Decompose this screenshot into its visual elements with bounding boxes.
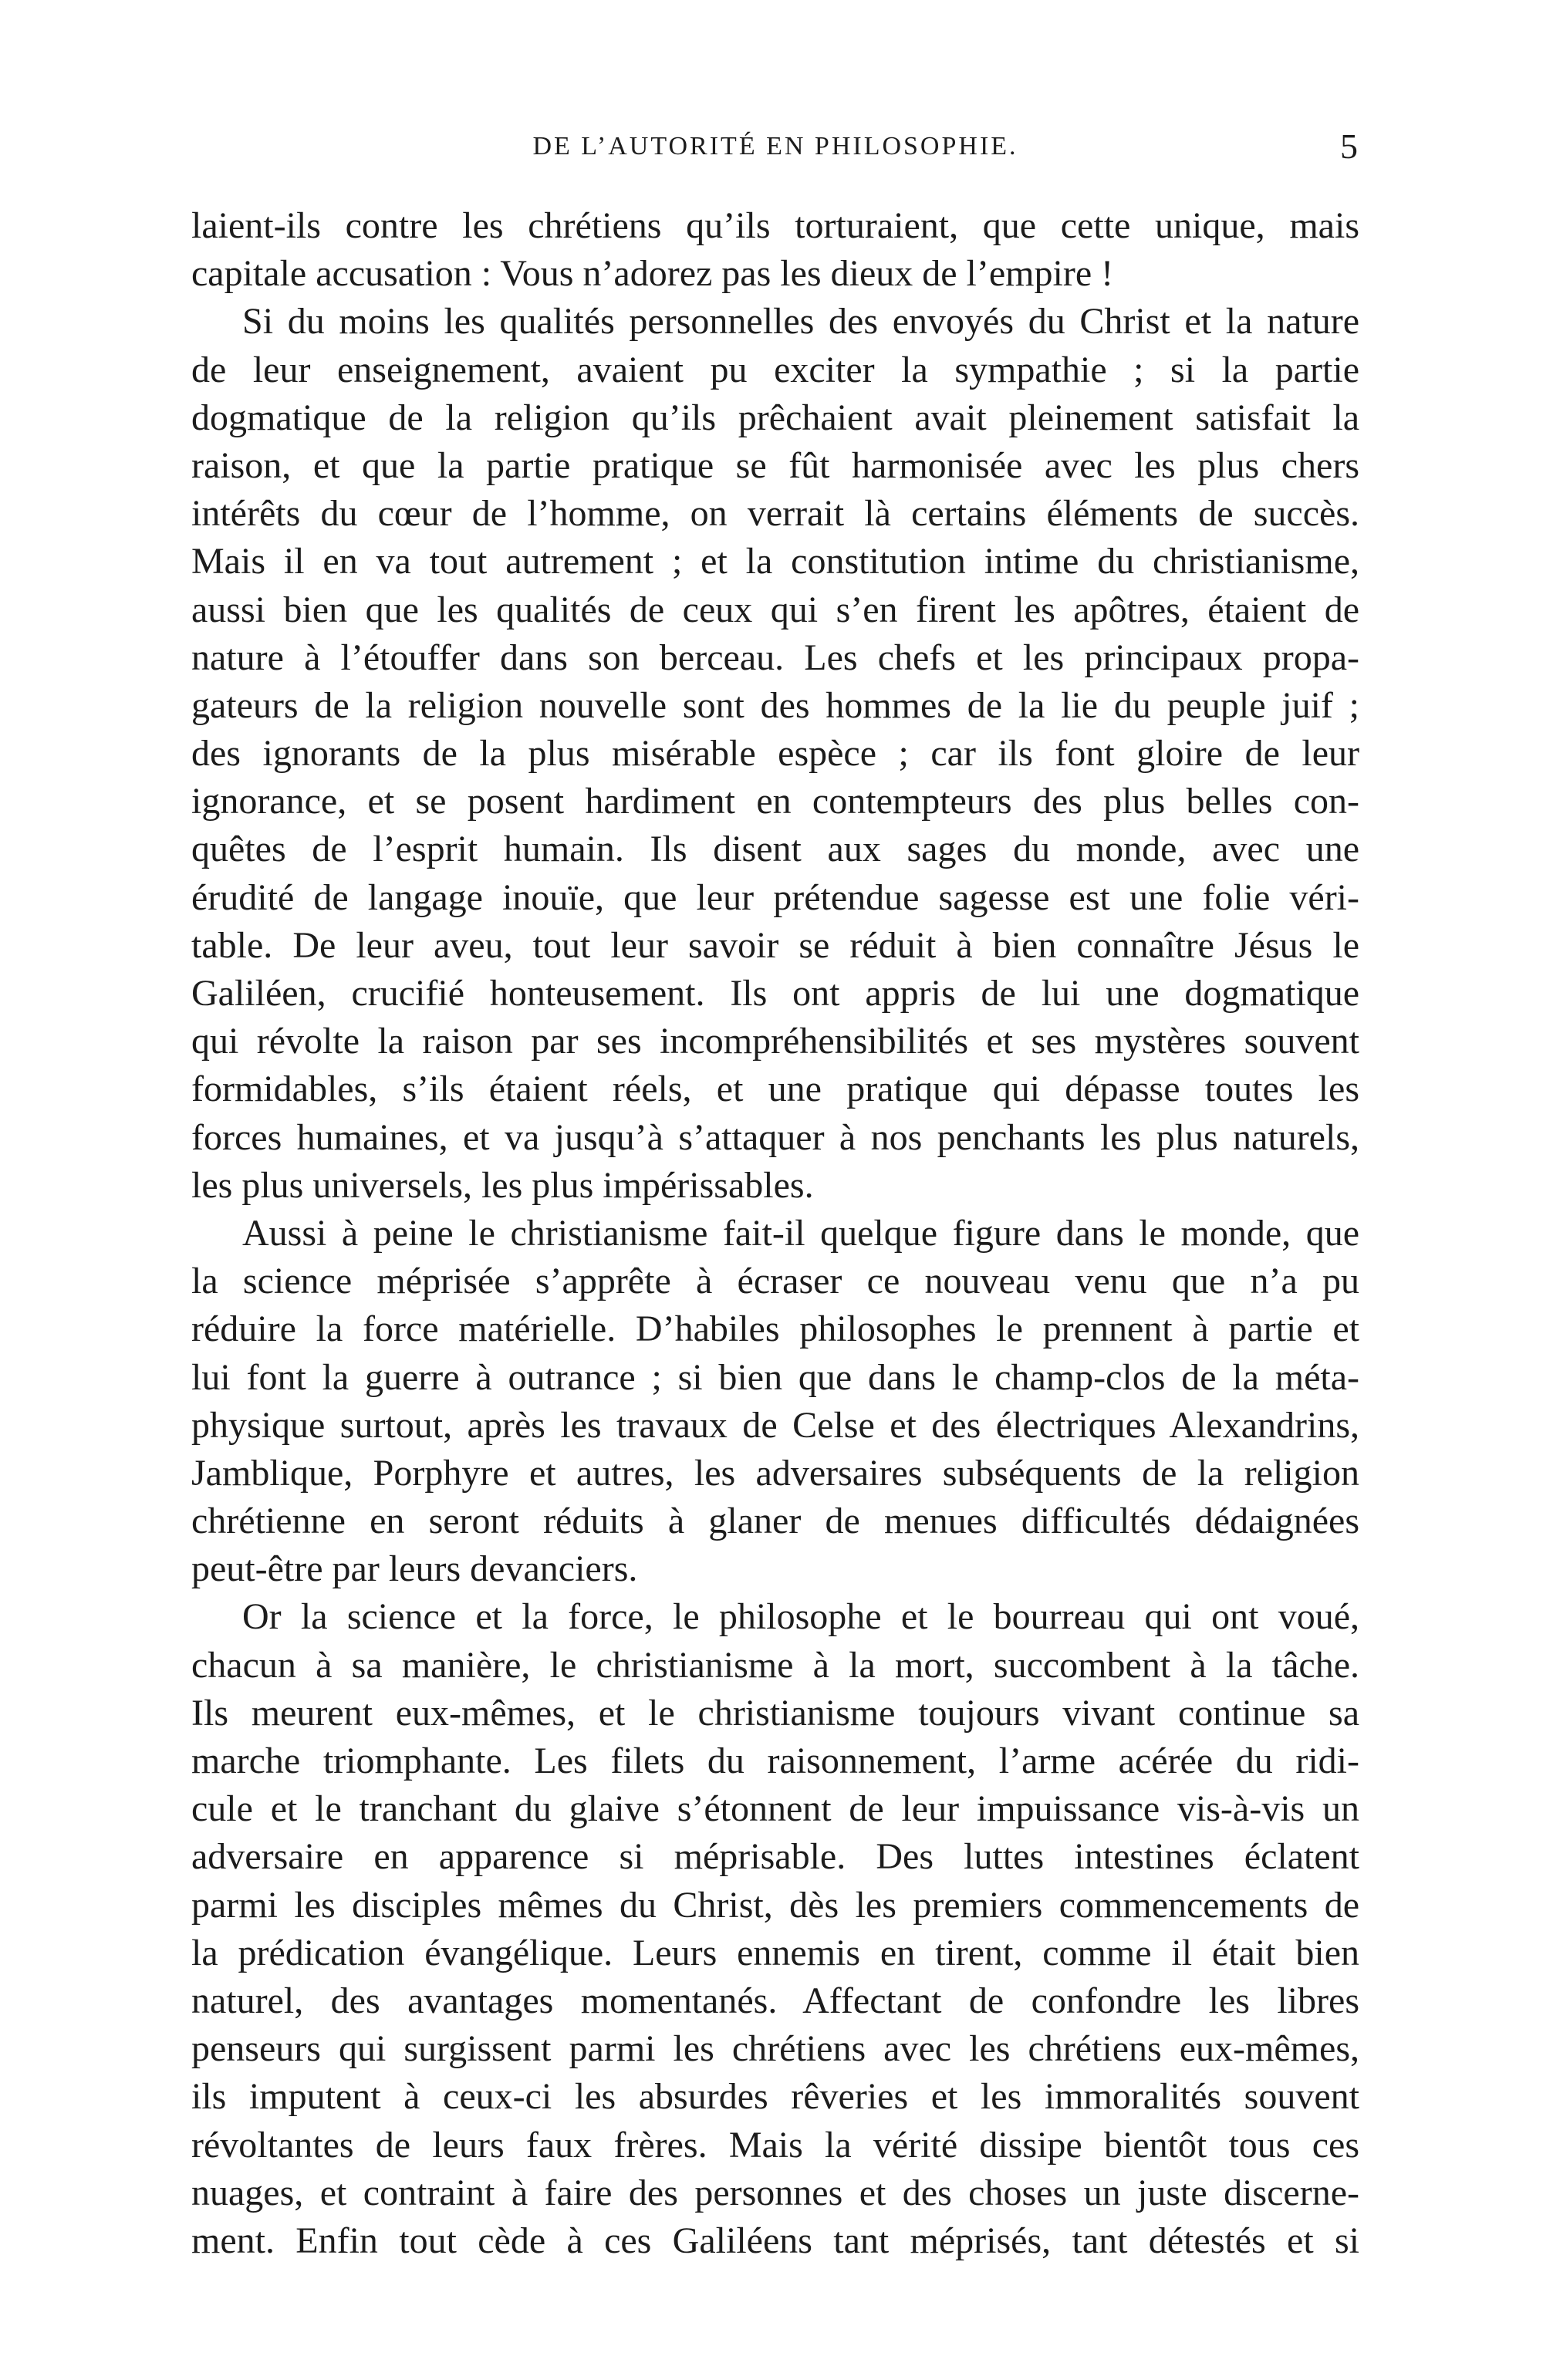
text-line: ment. Enfin tout cède à ces Galiléens tant méprisés, tant détestés et si: [191, 2220, 1359, 2261]
text-line: aussi bien que les qualités de ceux qui s’en firent les apôtres, étaient de: [191, 589, 1359, 630]
running-head: [193, 123, 1358, 170]
text-line: érudité de langage inouïe, que leur prétendue sagesse est une folie véri-: [191, 876, 1359, 918]
text-line: chacun à sa manière, le christianisme à la mort, succombent à la tâche.: [191, 1644, 1359, 1686]
text-line: des ignorants de la plus misérable espèce ; car ils font gloire de leur: [191, 733, 1359, 775]
running-title: DE L’AUTORITÉ EN PHILOSOPHIE.: [532, 132, 1018, 160]
text-line: penseurs qui surgissent parmi les chrétiens avec les chrétiens eux-mêmes,: [191, 2028, 1359, 2070]
text-line: Or la science et la force, le philosophe et le bourreau qui ont voué,: [242, 1596, 1359, 1638]
page-number: 5: [1340, 127, 1358, 166]
text-line: raison, et que la partie pratique se fût harmonisée avec les plus chers: [191, 444, 1359, 486]
text-line: peut-être par leurs devanciers.: [191, 1548, 638, 1590]
text-line: ignorance, et se posent hardiment en contempteurs des plus belles con-: [191, 781, 1359, 822]
text-line: ils imputent à ceux-ci les absurdes rêveries et les immoralités souvent: [191, 2076, 1359, 2118]
text-line: physique surtout, après les travaux de Celse et des électriques Alexandrins,: [191, 1404, 1359, 1446]
text-line: Jamblique, Porphyre et autres, les adversaires subséquents de la religion: [191, 1452, 1359, 1494]
text-line: cule et le tranchant du glaive s’étonnent de leur impuissance vis-à-vis un: [191, 1788, 1359, 1830]
text-line: capitale accusation : Vous n’adorez pas les dieux de l’empire !: [191, 253, 1114, 295]
text-line: table. De leur aveu, tout leur savoir se réduit à bien connaître Jésus le: [191, 924, 1359, 966]
text-line: naturel, des avantages momentanés. Affectant de confondre les libres: [191, 1980, 1359, 2021]
body-text: [191, 202, 1359, 2265]
text-line: dogmatique de la religion qu’ils prêchaient avait pleinement satisfait la: [191, 397, 1359, 438]
text-line: intérêts du cœur de l’homme, on verrait là certains éléments de succès.: [191, 493, 1359, 535]
text-line: formidables, s’ils étaient réels, et une pratique qui dépasse toutes les: [191, 1068, 1359, 1110]
text-line: lui font la guerre à outrance ; si bien que dans le champ-clos de la méta-: [191, 1356, 1359, 1398]
text-line: la prédication évangélique. Leurs ennemis en tirent, comme il était bien: [191, 1932, 1359, 1973]
text-line: nuages, et contraint à faire des personnes et des choses un juste discerne-: [191, 2172, 1359, 2213]
text-line: Mais il en va tout autrement ; et la constitution intime du christianisme,: [191, 541, 1359, 582]
text-line: Ils meurent eux-mêmes, et le christianisme toujours vivant continue sa: [191, 1692, 1359, 1734]
text-line: Si du moins les qualités personnelles des envoyés du Christ et la nature: [242, 301, 1359, 343]
text-line: marche triomphante. Les filets du raisonnement, l’arme acérée du ridi-: [191, 1740, 1359, 1781]
text-line: adversaire en apparence si méprisable. Des luttes intestines éclatent: [191, 1836, 1359, 1878]
text-line: Galiléen, crucifié honteusement. Ils ont appris de lui une dogmatique: [191, 973, 1359, 1014]
text-line: de leur enseignement, avaient pu exciter la sympathie ; si la partie: [191, 349, 1359, 390]
text-line: Aussi à peine le christianisme fait-il quelque figure dans le monde, que: [242, 1212, 1359, 1254]
text-line: qui révolte la raison par ses incompréhensibilités et ses mystères souvent: [191, 1021, 1359, 1062]
text-line: forces humaines, et va jusqu’à s’attaquer à nos penchants les plus naturels,: [191, 1116, 1359, 1158]
text-line: gateurs de la religion nouvelle sont des hommes de la lie du peuple juif ;: [191, 684, 1359, 726]
text-line: parmi les disciples mêmes du Christ, dès les premiers commencements de: [191, 1884, 1359, 1926]
text-line: les plus universels, les plus impérissables.: [191, 1164, 814, 1206]
text-line: la science méprisée s’apprête à écraser ce nouveau venu que n’a pu: [191, 1261, 1359, 1302]
text-line: révoltantes de leurs faux frères. Mais la vérité dissipe bientôt tous ces: [191, 2124, 1359, 2166]
text-line: réduire la force matérielle. D’habiles philosophes le prennent à partie et: [191, 1308, 1359, 1350]
text-line: laient-ils contre les chrétiens qu’ils torturaient, que cette unique, mais: [191, 205, 1359, 246]
text-line: quêtes de l’esprit humain. Ils disent aux sages du monde, avec une: [191, 829, 1359, 870]
text-line: nature à l’étouffer dans son berceau. Les chefs et les principaux propa-: [191, 636, 1359, 678]
text-line: chrétienne en seront réduits à glaner de menues difficultés dédaignées: [191, 1501, 1359, 1542]
